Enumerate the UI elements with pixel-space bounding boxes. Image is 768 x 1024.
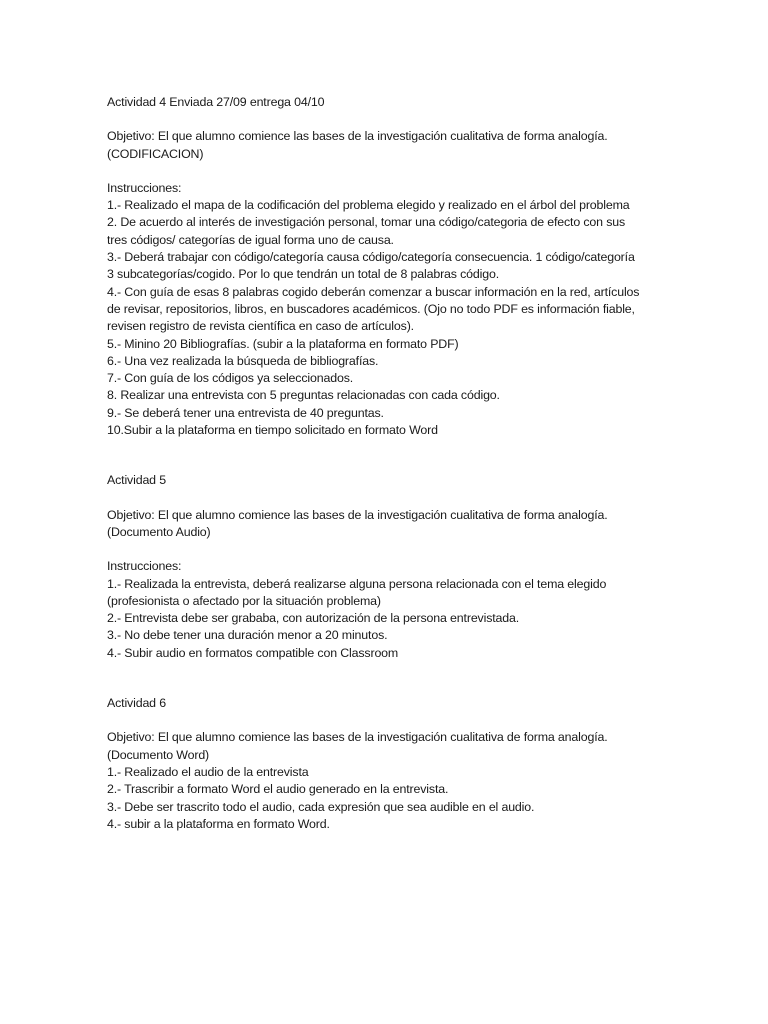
section-actividad-5	[107, 472, 732, 662]
document-body	[107, 94, 732, 833]
instruction-list	[107, 576, 732, 662]
list-item: 1.- Realizado el audio de la entrevista	[107, 764, 309, 779]
section-actividad-4	[107, 94, 732, 439]
list-item: 2. De acuerdo al interés de investigación personal, tomar una código/categoria de efecto con sus	[107, 215, 626, 230]
objective-line: (CODIFICACION)	[107, 146, 204, 161]
objective-line: (Documento Audio)	[107, 524, 211, 539]
list-item: 3 subcategorías/cogido. Por lo que tendrán un total de 8 palabras código.	[107, 267, 500, 282]
list-item: 10.Subir a la plataforma en tiempo solicitado en formato Word	[107, 423, 438, 438]
list-item: 9.- Se deberá tener una entrevista de 40 preguntas.	[107, 405, 384, 420]
list-item: 4.- Con guía de esas 8 palabras cogido deberán comenzar a buscar información en la red, artículos	[107, 284, 640, 299]
list-item: 3.- No debe tener una duración menor a 20 minutos.	[107, 628, 388, 643]
section-heading: Actividad 4 Enviada 27/09 entrega 04/10	[107, 95, 325, 109]
instruction-list	[107, 197, 732, 439]
list-item: revisen registro de revista científica en caso de artículos).	[107, 319, 414, 334]
objective-line: Objetivo: El que alumno comience las bases de la investigación cualitativa de forma analogía.	[107, 129, 608, 144]
objective-line: (Documento Word)	[107, 747, 210, 762]
list-item: 7.- Con guía de los códigos ya seleccionados.	[107, 371, 354, 386]
list-item: 1.- Realizada la entrevista, deberá realizarse alguna persona relacionada con el tema elegido	[107, 576, 607, 591]
list-item: de revisar, repositorios, libros, en buscadores académicos. (Ojo no todo PDF es información fiable,	[107, 301, 635, 316]
instructions-label: Instrucciones:	[107, 559, 182, 574]
section-actividad-6	[107, 695, 732, 833]
instructions-label: Instrucciones:	[107, 180, 182, 195]
list-item: tres códigos/ categorías de igual forma uno de causa.	[107, 232, 394, 247]
list-item: 3.- Debe ser trascrito todo el audio, cada expresión que sea audible en el audio.	[107, 799, 535, 814]
list-item: 2.- Trascribir a formato Word el audio generado en la entrevista.	[107, 782, 449, 797]
section-heading: Actividad 6	[107, 696, 166, 711]
list-item: 3.- Deberá trabajar con código/categoría causa código/categoría consecuencia. 1 código/categoría	[107, 250, 635, 265]
list-item: 1.- Realizado el mapa de la codificación del problema elegido y realizado en el árbol del problema	[107, 198, 630, 213]
list-item: 4.- subir a la plataforma en formato Word.	[107, 816, 330, 831]
list-item: (profesionista o afectado por la situación problema)	[107, 593, 381, 608]
section-heading: Actividad 5	[107, 473, 166, 488]
instruction-list	[107, 764, 732, 833]
list-item: 2.- Entrevista debe ser grababa, con autorización de la persona entrevistada.	[107, 611, 520, 626]
list-item: 6.- Una vez realizada la búsqueda de bibliografías.	[107, 353, 379, 368]
list-item: 8. Realizar una entrevista con 5 preguntas relacionadas con cada código.	[107, 388, 500, 403]
list-item: 4.- Subir audio en formatos compatible con Classroom	[107, 645, 399, 660]
list-item: 5.- Minino 20 Bibliografías. (subir a la plataforma en formato PDF)	[107, 336, 459, 351]
objective-line: Objetivo: El que alumno comience las bases de la investigación cualitativa de forma analogía.	[107, 507, 608, 522]
objective-line: Objetivo: El que alumno comience las bases de la investigación cualitativa de forma analogía.	[107, 730, 608, 745]
